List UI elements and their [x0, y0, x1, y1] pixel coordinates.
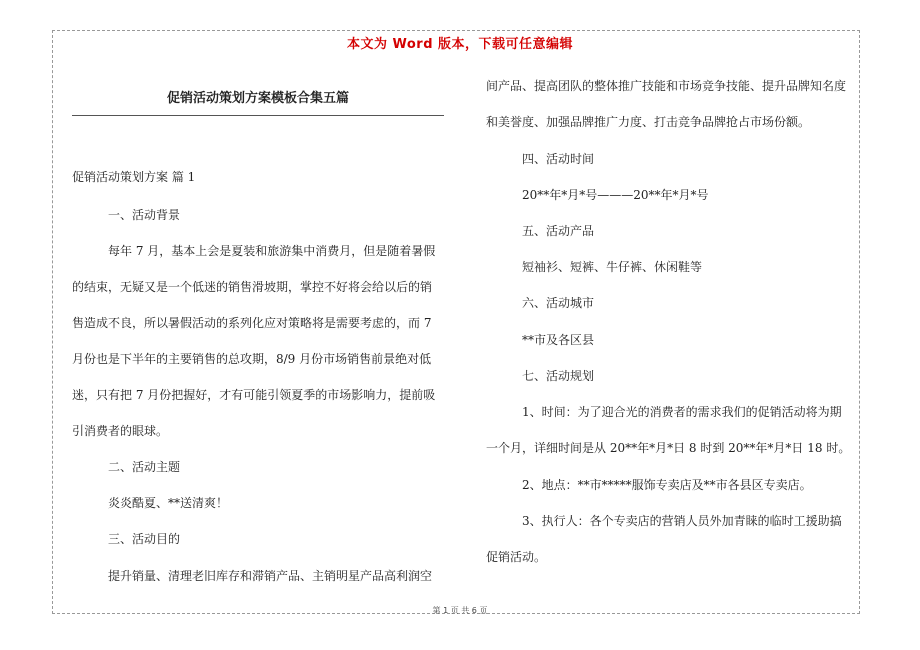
text-line: 炎炎酷夏、**送清爽！	[108, 496, 229, 510]
text-line: 20**年*月*号———20**年*月*号	[522, 188, 709, 202]
document-title: 促销活动策划方案模板合集五篇	[166, 91, 349, 106]
title-divider	[72, 115, 444, 116]
word-version-banner: 本文为 Word 版本，下载可任意编辑	[346, 37, 574, 52]
text-line: 引消费者的眼球。	[72, 424, 169, 438]
text-line: 一个月，详细时间是从 20**年*月*日 8 时到 20**年*月*日 18 时。	[486, 441, 851, 455]
text-line: 间产品、提高团队的整体推广技能和市场竞争技能、提升品牌知名度	[486, 79, 847, 93]
text-line: 促销活动。	[486, 550, 547, 564]
section-heading: 三、活动目的	[108, 532, 181, 546]
text-line: 短袖衫、短裤、牛仔裤、休闲鞋等	[522, 260, 703, 274]
text-line: 提升销量、清理老旧库存和滞销产品、主销明星产品高利润空	[108, 569, 433, 583]
text-line: 售造成不良，所以暑假活动的系列化应对策略将是需要考虑的，而 7	[72, 316, 432, 330]
section-heading: 四、活动时间	[522, 152, 595, 166]
text-line: 每年 7 月，基本上会是夏装和旅游集中消费月，但是随着暑假	[108, 244, 436, 258]
text-line: 迷，只有把 7 月份把握好，才有可能引领夏季的市场影响力，提前吸	[72, 388, 436, 402]
text-line: 促销活动策划方案 篇 1	[72, 170, 196, 184]
text-line: 的结束，无疑又是一个低迷的销售滑坡期，掌控不好将会给以后的销	[72, 280, 433, 294]
text-line: **市及各区县	[522, 333, 595, 347]
section-heading: 七、活动规划	[522, 369, 595, 383]
section-heading: 六、活动城市	[522, 296, 595, 310]
text-line: 月份也是下半年的主要销售的总攻期，8/9 月份市场销售前景绝对低	[72, 352, 432, 366]
section-heading: 二、活动主题	[108, 460, 181, 474]
text-line: 1、时间：为了迎合光的消费者的需求我们的促销活动将为期	[522, 405, 842, 419]
section-heading: 五、活动产品	[522, 224, 595, 238]
text-line: 3、执行人：各个专卖店的营销人员外加青睐的临时工援助搞	[522, 514, 842, 528]
page-number: 第 1 页 共 6 页	[432, 606, 488, 615]
text-line: 2、地点：**市*****服饰专卖店及**市各县区专卖店。	[522, 478, 812, 492]
section-heading: 一、活动背景	[108, 208, 181, 222]
text-line: 和美誉度、加强品牌推广力度、打击竞争品牌抢占市场份额。	[486, 115, 811, 129]
